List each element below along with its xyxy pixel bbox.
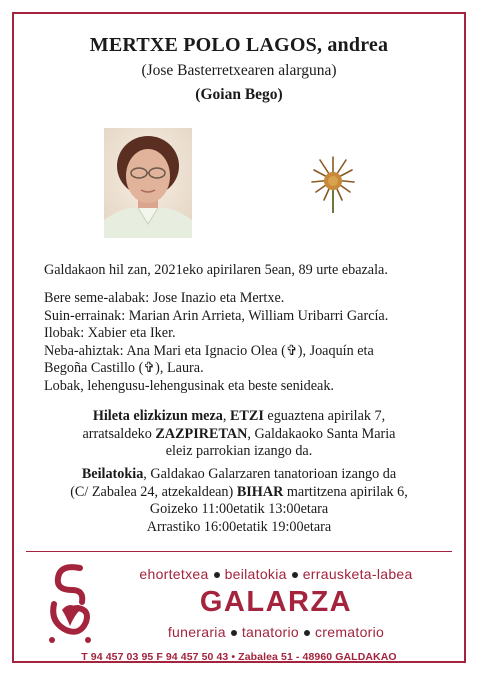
funeral-sep: , xyxy=(222,408,230,424)
service-crematorio: crematorio xyxy=(315,624,385,640)
portrait-photo xyxy=(104,128,192,238)
funeral-line-2 xyxy=(14,426,464,444)
funeral-mass-label: Hileta elizkizun meza xyxy=(92,408,223,424)
deceased-name: MERTXE POLO LAGOS, andrea xyxy=(89,34,389,56)
spouse-note: (Jose Basterretxearen alarguna) xyxy=(141,62,337,79)
service-funeraria: funeraria xyxy=(167,624,226,640)
rest-in-peace: (Goian Bego) xyxy=(195,86,283,103)
wake-date: martitzena apirilak 6, xyxy=(283,483,408,500)
footer-divider xyxy=(26,551,452,552)
bullet-icon xyxy=(231,630,237,636)
wake-address: (C/ Zabalea 24, atzekaldean) xyxy=(70,483,237,500)
service-funeral-home: ehortetxea xyxy=(139,566,209,582)
wake-day: BIHAR xyxy=(236,483,284,500)
funeral-place: , Galdakaoko Santa Maria xyxy=(247,425,396,442)
service-crematorium: errausketa-labea xyxy=(302,566,413,582)
siblings-line: Neba-ahiztak: Ana Mari eta Ignacio Olea (✞), Joaquín eta xyxy=(44,342,374,359)
children-line: Bere seme-alabak: Jose Inazio eta Mertxe. xyxy=(44,290,285,306)
grandchildren-line: Ilobak: Xabier eta Iker. xyxy=(44,325,176,342)
wake-line-2 xyxy=(14,484,464,502)
service-tanatorio: tanatorio xyxy=(241,624,299,640)
wake-info xyxy=(14,466,464,536)
funeral-date: eguaztena apirilak 7, xyxy=(263,408,386,424)
family-list xyxy=(44,290,464,396)
relatives-line: Lobak, lehengusu-lehengusinak eta beste senideak. xyxy=(44,377,334,394)
funeral-time-pre: arratsaldeko xyxy=(82,425,156,442)
wake-afternoon-hours: Arrastiko 16:00etatik 19:00etara xyxy=(146,518,332,535)
siblings-line-cont: Begoña Castillo (✞), Laura. xyxy=(44,360,204,377)
contact-line: T 94 457 03 95 F 94 457 50 43 • Zabalea 51 - 48960 GALDAKAO xyxy=(81,651,397,663)
funeral-day: ETZI xyxy=(229,408,264,424)
services-spanish xyxy=(108,624,444,640)
death-notice: Galdakaon hil zan, 2021eko apirilaren 5ean, 89 urte ebazala. xyxy=(44,262,388,278)
children-in-law-line: Suin-errainak: Marian Arin Arrieta, William Uribarri García. xyxy=(44,307,389,324)
wake-place: , Galdakao Galarzaren tanatorioan izango da xyxy=(143,466,397,482)
wake-morning-hours: Goizeko 11:00etatik 13:00etara xyxy=(149,501,329,518)
bullet-icon xyxy=(292,572,298,578)
wake-label: Beilatokia xyxy=(81,466,144,482)
bullet-icon xyxy=(304,630,310,636)
brand-name: GALARZA xyxy=(199,586,353,618)
wake-line-1 xyxy=(14,466,464,484)
galarza-logo-icon xyxy=(40,560,100,646)
funeral-time: ZAZPIRETAN xyxy=(155,425,248,442)
services-basque xyxy=(108,566,444,582)
funeral-line-3: eleiz parrokian izango da. xyxy=(165,443,313,460)
funeral-info xyxy=(14,408,464,461)
thistle-flower-icon xyxy=(310,156,356,214)
funeral-line-1 xyxy=(14,408,464,426)
bullet-icon xyxy=(214,572,220,578)
service-wake: beilatokia xyxy=(224,566,287,582)
